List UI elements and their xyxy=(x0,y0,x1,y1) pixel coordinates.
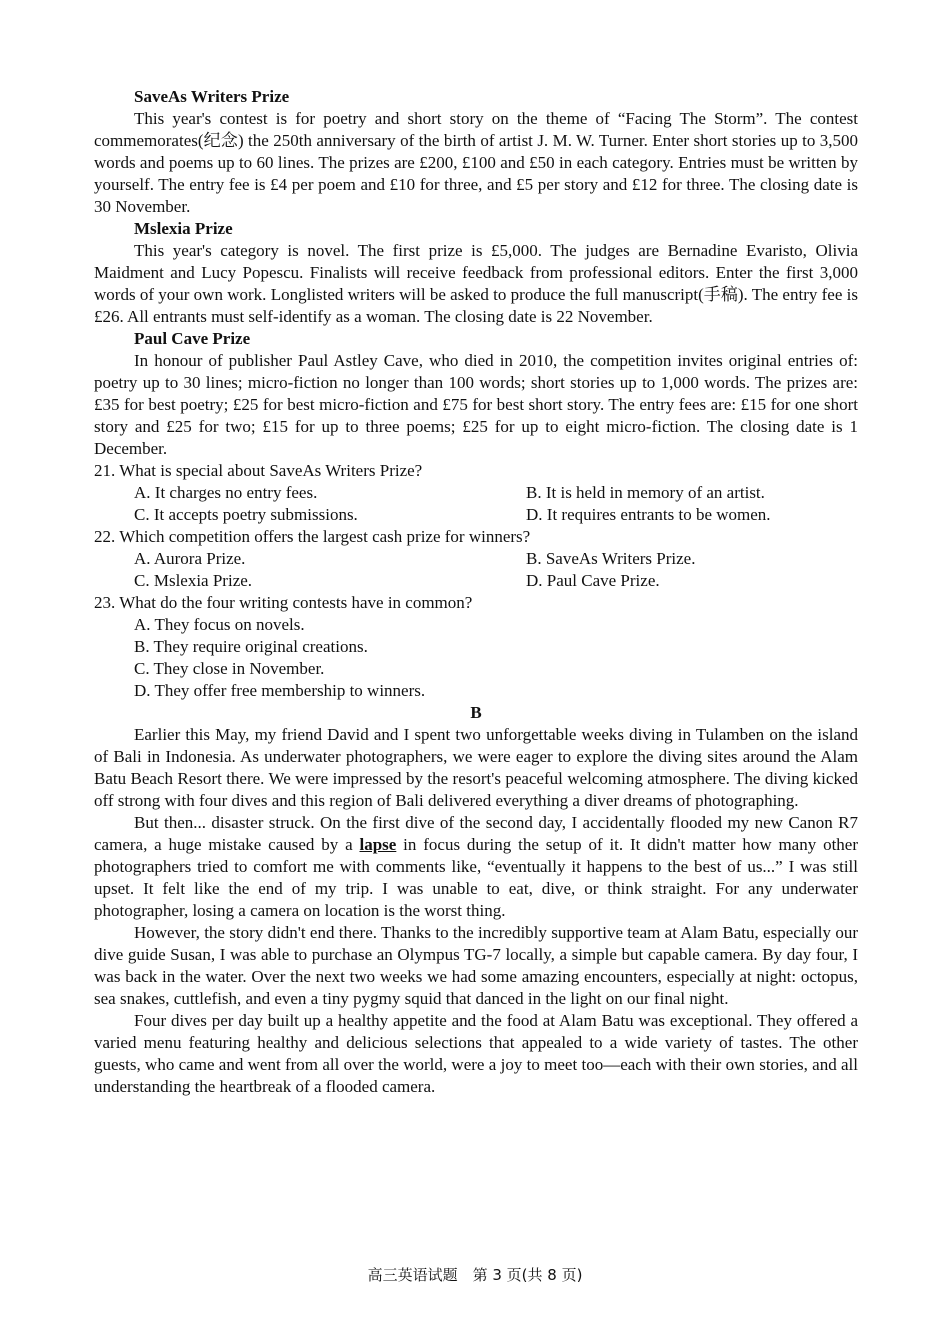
underlined-word-lapse: lapse xyxy=(359,835,397,854)
question-22-options xyxy=(134,548,858,592)
passage-b-paragraph-4: Four dives per day built up a healthy appetite and the food at Alam Batu was exceptional. They offered a varied menu featuring healthy and delicious selections that appealed to a wide variety of tastes. The other guests, who came and went from all over the world, were a joy to meet too—each with their own stories, and all understanding the heartbreak of a flooded camera. xyxy=(94,1011,858,1096)
paulcave-paragraph: In honour of publisher Paul Astley Cave, who died in 2010, the competition invites original entries of: poetry up to 30 lines; micro-fiction no longer than 100 words; short stories up to 1,000 words. The prizes are: £35 for best poetry; £25 for best micro-fiction and £75 for best short story. The entry fees are: £15 for one short story and £25 for two; £15 for up to three poems; £25 for up to eight micro-fiction. The closing date is 1 December. xyxy=(94,351,858,458)
p2-text-before: But then... disaster struck. On the first dive of the second day, I accidentally flooded my new Canon R7 camera, a huge mistake caused by a xyxy=(94,813,858,854)
option-21-a: A. It charges no entry fees. xyxy=(134,483,318,502)
option-21-c: C. It accepts poetry submissions. xyxy=(134,505,358,524)
option-21-b: B. It is held in memory of an artist. xyxy=(526,483,765,502)
mslexia-paragraph: This year's category is novel. The first prize is £5,000. The judges are Bernadine Evaristo, Olivia Maidment and Lucy Popescu. Finalists will receive feedback from professional editors. Enter the first 3,000 words of your own work. Longlisted writers will be asked to produce the full manuscript(手稿). The entry fee is £26. All entrants must self-identify as a woman. The closing date is 22 November. xyxy=(94,241,858,326)
saveas-heading: SaveAs Writers Prize xyxy=(134,87,290,106)
passage-b-paragraph-3: However, the story didn't end there. Thanks to the incredibly supportive team at Alam Batu, especially our dive guide Susan, I was able to purchase an Olympus TG-7 locally, a simple but capable camera. By day four, I was back in the water. Over the next two weeks we had some amazing encounters, especially at night: octopus, sea snakes, cuttlefish, and even a tiny pygmy squid that danced in the light on our final night. xyxy=(94,923,858,1008)
option-23-b: B. They require original creations. xyxy=(134,637,368,656)
paulcave-heading: Paul Cave Prize xyxy=(134,329,251,348)
document-page xyxy=(94,86,858,1098)
saveas-paragraph: This year's contest is for poetry and short story on the theme of “Facing The Storm”. The contest commemorates(纪念) the 250th anniversary of the birth of artist J. M. W. Turner. Enter short stories up to 3,500 words and poems up to 60 lines. The prizes are £200, £100 and £50 in each category. Entries must be written by yourself. The entry fee is £4 per poem and £10 for three, and £5 per story and £12 for three. The closing date is 30 November. xyxy=(94,109,858,216)
passage-b-paragraph-2 xyxy=(94,812,858,922)
question-21-options xyxy=(134,482,858,526)
page-footer: 高三英语试题 第 3 页(共 8 页) xyxy=(367,1266,583,1284)
option-21-d: D. It requires entrants to be women. xyxy=(526,505,771,524)
mslexia-heading: Mslexia Prize xyxy=(134,219,233,238)
option-22-b: B. SaveAs Writers Prize. xyxy=(526,549,696,568)
question-21: 21. What is special about SaveAs Writers Prize? xyxy=(94,461,423,480)
option-23-c: C. They close in November. xyxy=(134,659,325,678)
question-23: 23. What do the four writing contests have in common? xyxy=(94,593,473,612)
option-22-c: C. Mslexia Prize. xyxy=(134,571,253,590)
question-22: 22. Which competition offers the largest cash prize for winners? xyxy=(94,527,531,546)
option-23-d: D. They offer free membership to winners. xyxy=(134,681,426,700)
option-23-a: A. They focus on novels. xyxy=(134,615,305,634)
option-22-a: A. Aurora Prize. xyxy=(134,549,246,568)
passage-b-paragraph-1: Earlier this May, my friend David and I spent two unforgettable weeks diving in Tulamben on the island of Bali in Indonesia. As underwater photographers, we were eager to explore the diving sites around the Alam Batu Beach Resort there. We were impressed by the resort's peaceful welcoming atmosphere. The diving kicked off strong with four dives and this region of Bali delivered everything a diver dreams of photographing. xyxy=(94,725,858,810)
p2-text-after: in focus during the setup of it. It didn't matter how many other photographers tried to comfort me with comments like, “eventually it happens to the best of us...” I was still upset. It felt like the end of my trip. I was unable to eat, dive, or think straight. For any underwater photographer, losing a camera on location is the worst thing. xyxy=(94,835,858,920)
option-22-d: D. Paul Cave Prize. xyxy=(526,571,660,590)
section-b-heading: B xyxy=(470,703,482,722)
